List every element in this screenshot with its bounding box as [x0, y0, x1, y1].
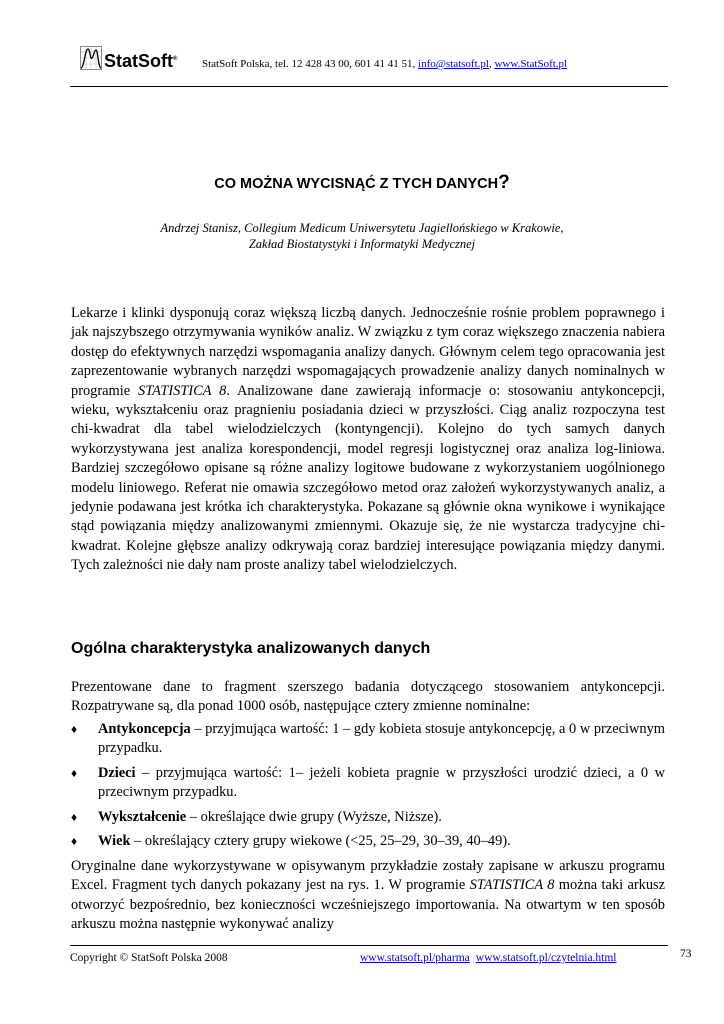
- author-line-1: Andrzej Stanisz, Collegium Medicum Uniwersytetu Jagiellońskiego w Krakowie,: [160, 221, 564, 235]
- author-line-2: Zakład Biostatystyki i Informatyki Medycznej: [248, 237, 476, 251]
- diamond-bullet-icon: ♦: [71, 809, 78, 824]
- title-question-mark: ?: [498, 172, 510, 193]
- czytelnia-link[interactable]: www.statsoft.pl/czytelnia.html: [475, 952, 617, 964]
- title-text: CO MOŻNA WYCISNĄĆ Z TYCH DANYCH: [214, 176, 499, 192]
- list-item: [71, 832, 665, 851]
- intro-paragraph: [71, 304, 665, 576]
- variable-list: [71, 720, 665, 856]
- variable-description: – określające dwie grupy (Wyższe, Niższe).: [186, 808, 442, 825]
- program-name: STATISTICA 8: [138, 382, 227, 399]
- section-heading: Ogólna charakterystyka analizowanych danych: [71, 640, 431, 657]
- header-contact: [202, 58, 567, 70]
- variable-description: – przyjmująca wartość: 1– jeżeli kobieta pragnie w przyszłości urodzić dzieci, a 0 w przeciwnym przypadku.: [98, 764, 665, 801]
- page-number: 73: [680, 948, 692, 960]
- diamond-bullet-icon: ♦: [71, 722, 78, 736]
- variable-description: – określający cztery grupy wiekowe (<25, 25–29, 30–39, 40–49).: [130, 833, 511, 850]
- copyright-text: Copyright © StatSoft Polska 2008: [70, 952, 228, 964]
- article-title: [0, 172, 724, 194]
- list-item: [71, 764, 665, 803]
- intro-text-2: . Analizowane dane zawierają informacje o: stosowaniu antykoncepcji, wieku, wykształceniu oraz pragnieniu posiadania dzieci w przyszłości. Ciąg analiz rozpoczyna test chi-kwadrat dla tabel wielodzielczych (kontyngencji). Kolejno do tych samych danych wykorzystywana jest analiza korespondencji, model regresji logistycznej oraz analiza log-liniowa. Bardziej szczegółowo opisane są różne analizy logitowe budowane z wykorzystaniem uogólnionego modelu liniowego. Referat nie omawia szczegółowo metod oraz założeń wykorzystywanych analiz, a jedynie podawana jest krótka ich charakterystyka. Pokazane są głównie okna wynikowe i wynikające stąd powiązania między analizowanymi zmiennymi. Okazuje się, że nie wystarcza tradycyjne chi-kwadrat. Kolejne głębsze analizy odkrywają coraz bardziej interesujące powiązania między danymi. Tych zależności nie dały nam proste analizy tabel wielodzielczych.: [71, 382, 665, 574]
- contact-text: StatSoft Polska, tel. 12 428 43 00, 601 41 41 51,: [202, 58, 419, 70]
- variable-name: Wiek: [98, 833, 131, 850]
- author-affiliation: [0, 220, 724, 252]
- page-footer: [70, 945, 668, 964]
- pharma-link[interactable]: www.statsoft.pl/pharma: [360, 952, 470, 964]
- section-intro-paragraph: Prezentowane dane to fragment szerszego badania dotyczącego stosowaniem antykoncepcji. Rozpatrywane są, dla ponad 1000 osób, następujące cztery zmienne nominalne:: [71, 679, 665, 715]
- intro-text-1: Lekarze i klinki dysponują coraz większą liczbą danych. Jednocześnie rośnie problem poprawnego i jak najszybszego otrzymywania wyników analiz. W związku z tym coraz większego znaczenia nabiera dostęp do efektywnych narzędzi wspomagania analizy danych. Głównym celem tego opracowania jest zaprezentowanie wybranych narzędzi wspomagających prowadzenie analizy danych nominalnych w programie: [71, 305, 665, 399]
- website-link[interactable]: www.StatSoft.pl: [494, 58, 568, 70]
- closing-text-1: Oryginalne dane wykorzystywane w opisywanym przykładzie zostały zapisane w arkuszu programu Excel. Fragment tych danych pokazany jest na rys. 1. W programie: [71, 858, 665, 894]
- list-item: [71, 720, 665, 759]
- variable-name: Wykształcenie: [98, 808, 187, 825]
- closing-text-2: można taki arkusz otworzyć bezpośrednio, bez konieczności wcześniejszego importowania. Na otwartym w ten sposób arkuszu można następnie wykonywać analizy: [71, 877, 666, 933]
- diamond-bullet-icon: ♦: [71, 834, 78, 849]
- variable-name: Dzieci: [98, 764, 136, 781]
- statsoft-logo: [80, 46, 177, 70]
- contact-separator: ,: [488, 58, 495, 70]
- email-link[interactable]: info@statsoft.pl: [418, 58, 489, 70]
- diamond-bullet-icon: ♦: [71, 765, 78, 780]
- variable-name: Antykoncepcja: [98, 721, 191, 737]
- statsoft-chart-icon: [80, 46, 102, 70]
- variable-description: – przyjmująca wartość: 1 – gdy kobieta stosuje antykoncepcję, a 0 w przeciwnym przypadku.: [98, 721, 665, 757]
- list-item: [71, 808, 665, 827]
- closing-paragraph: [71, 857, 665, 935]
- program-name: STATISTICA 8: [469, 877, 555, 894]
- page-header: [70, 40, 668, 87]
- footer-links: [360, 952, 617, 964]
- registered-mark: ®: [173, 56, 178, 62]
- logo-wordmark: StatSoft: [104, 51, 173, 71]
